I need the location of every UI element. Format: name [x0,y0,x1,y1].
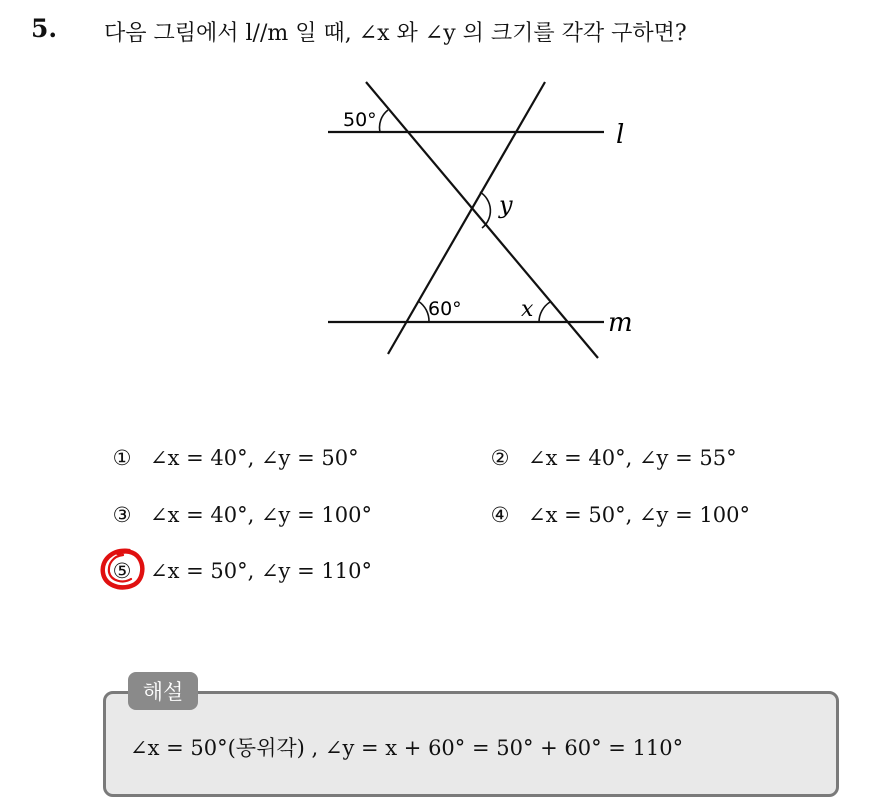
label-y: y [499,191,513,219]
label-l: l [616,120,625,150]
choice-4-number: ④ [490,503,510,527]
arc-x [539,302,550,322]
choice-4-text: ∠x = 50°, ∠y = 100° [528,503,750,527]
choice-5[interactable] [108,559,372,583]
choice-5-number: ⑤ [112,559,132,583]
choice-1-text: ∠x = 40°, ∠y = 50° [150,446,359,470]
question-number: 5. [31,14,58,43]
transversal-1 [366,82,598,358]
arc-50 [380,110,388,132]
choice-4[interactable] [486,503,750,527]
choice-5-text: ∠x = 50°, ∠y = 110° [150,559,372,583]
choice-3-text: ∠x = 40°, ∠y = 100° [150,503,372,527]
choice-3[interactable] [108,503,372,527]
label-x: x [521,297,534,322]
choice-3-number: ③ [112,503,132,527]
label-m: m [608,308,633,338]
choice-2-number: ② [490,446,510,470]
angle-bottom-label: 60° [428,298,462,320]
angle-top-label: 50° [343,109,377,131]
question-text: 다음 그림에서 l//m 일 때, ∠x 와 ∠y 의 크기를 각각 구하면? [104,21,687,46]
choice-1[interactable] [108,446,359,470]
explanation-label: 해설 [128,672,198,710]
explanation-text: ∠x = 50°(동위각) , ∠y = x + 60° = 50° + 60° = 110° [130,736,684,760]
selected-answer-mark [99,547,147,591]
choice-2-text: ∠x = 40°, ∠y = 55° [528,446,737,470]
choice-2[interactable] [486,446,737,470]
choice-1-number: ① [112,446,132,470]
